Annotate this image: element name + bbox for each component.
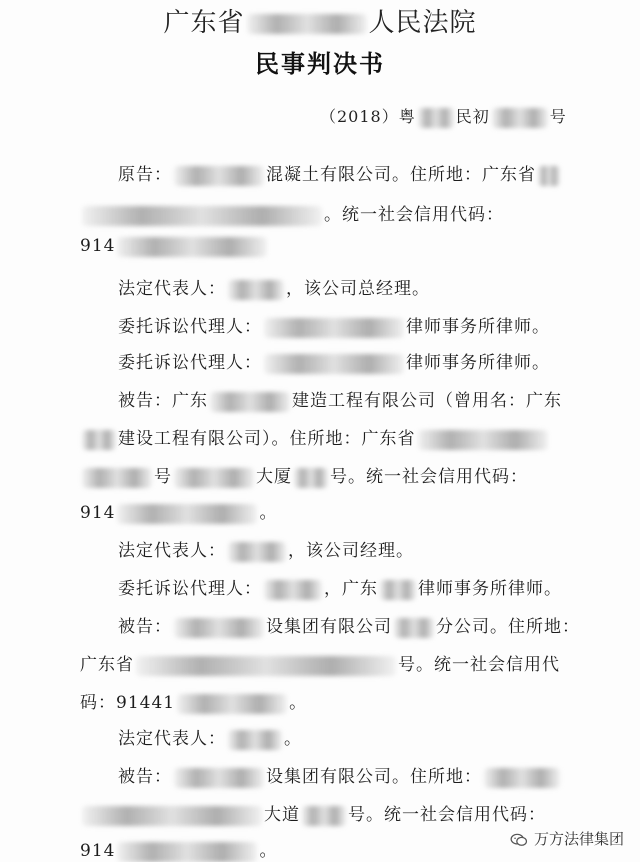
redacted-text	[174, 768, 264, 788]
legal-rep-line-1: 法定代表人： ，该公司总经理。	[118, 279, 430, 299]
redacted-text	[418, 430, 548, 450]
redacted-text	[136, 656, 396, 676]
redacted-code	[117, 504, 257, 524]
defendant2-line-2: 广东省 号。统一社会信用代	[80, 655, 560, 675]
defendant3-line-2: 大道 号。统一社会信用代码：	[80, 800, 546, 826]
redacted-text	[302, 806, 346, 826]
redacted-name	[228, 280, 284, 300]
court-title: 广东省 人民法院	[163, 8, 477, 38]
document-title: 民事判决书	[255, 49, 385, 78]
redacted-name	[264, 354, 404, 374]
redacted-text	[484, 768, 560, 788]
redacted-text	[380, 580, 416, 600]
redacted-court-name	[247, 14, 367, 34]
agent-line-1: 委托诉讼代理人： 律师事务所律师。	[118, 317, 550, 337]
plaintiff-line-1: 原告： 混凝土有限公司。住所地：广东省	[118, 160, 562, 186]
plaintiff-line-3: 914	[80, 236, 269, 257]
redacted-case-part	[418, 108, 454, 128]
redacted-text	[174, 468, 254, 488]
defendant1-line-4: 914 。	[80, 503, 278, 523]
redacted-text	[82, 206, 322, 226]
defendant3-line-1: 被告： 设集团有限公司。住所地：	[118, 762, 562, 788]
redacted-code	[177, 694, 287, 714]
redacted-text	[174, 618, 264, 638]
defendant1-line-2: 建设工程有限公司）。住所地：广东省	[80, 424, 550, 450]
legal-rep-line-2: 法定代表人： ，该公司经理。	[118, 541, 414, 561]
redacted-text	[538, 166, 560, 186]
redacted-text	[82, 430, 116, 450]
redacted-code	[117, 237, 267, 257]
redacted-name	[264, 580, 322, 600]
redacted-name	[264, 318, 404, 338]
redacted-text	[210, 392, 290, 412]
redacted-text	[294, 468, 328, 488]
redacted-name	[228, 730, 282, 750]
redacted-text	[82, 468, 152, 488]
redacted-code	[117, 842, 257, 862]
wechat-icon	[510, 833, 528, 847]
legal-rep-line-3: 法定代表人： 。	[118, 729, 302, 749]
agent-line-2: 委托诉讼代理人： 律师事务所律师。	[118, 353, 550, 373]
redacted-text	[82, 806, 262, 826]
defendant1-line-1: 被告：广东 建造工程有限公司（曾用名：广东	[118, 391, 562, 411]
redacted-text	[394, 618, 434, 638]
watermark	[510, 828, 624, 849]
plaintiff-line-2: 。统一社会信用代码：	[80, 200, 504, 226]
case-number: （2018）粤 民初 号	[320, 107, 567, 126]
defendant2-line-3: 码：91441 。	[80, 693, 308, 713]
defendant2-line-1: 被告： 设集团有限公司 分公司。住所地：	[118, 617, 580, 637]
redacted-text	[174, 166, 264, 186]
watermark-text: 万方法律集团	[533, 830, 624, 848]
redacted-case-part	[492, 108, 548, 128]
defendant3-line-3: 914 。	[80, 841, 278, 861]
agent-line-3: 委托诉讼代理人： ，广东 律师事务所律师。	[118, 579, 562, 599]
redacted-name	[228, 542, 286, 562]
defendant1-line-3: 号 大厦 号。统一社会信用代码：	[80, 462, 528, 488]
